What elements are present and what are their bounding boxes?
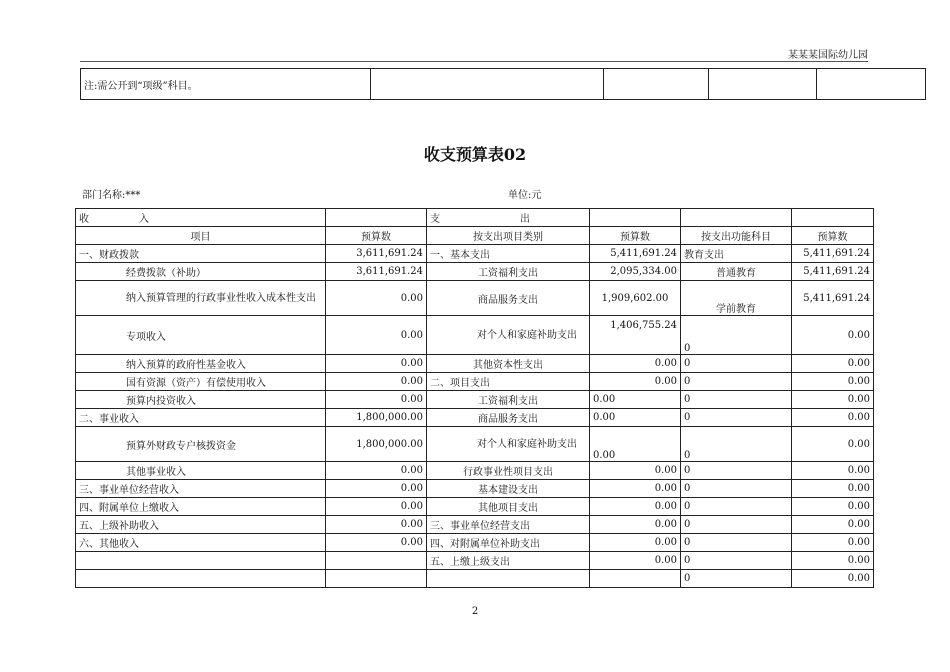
- income-amount: 0.00: [326, 498, 427, 516]
- table-header-row: [76, 209, 874, 227]
- income-amount: 0.00: [326, 462, 427, 480]
- function-amount: 0.00: [792, 373, 874, 391]
- table-row: [76, 516, 874, 534]
- income-amount: [326, 570, 427, 588]
- table-row: [76, 316, 874, 355]
- table-header-row: [76, 227, 874, 245]
- function-item: 0: [681, 409, 792, 427]
- expense-amount: 0.00: [590, 480, 681, 498]
- expense-category: 工资福利支出: [427, 263, 590, 281]
- function-item: 0: [681, 373, 792, 391]
- income-item: 预算外财政专户核拨资金: [76, 427, 326, 462]
- expense-amount: 1,909,602.00: [590, 281, 681, 316]
- function-amount: 0.00: [792, 480, 874, 498]
- income-amount: 0.00: [326, 534, 427, 552]
- expense-category: 商品服务支出: [427, 409, 590, 427]
- expense-category: [427, 570, 590, 588]
- expense-category: 四、对附属单位补助支出: [427, 534, 590, 552]
- col-header-budget: 预算数: [590, 227, 681, 245]
- income-amount: 0.00: [326, 391, 427, 409]
- table-row: [76, 355, 874, 373]
- income-item: 三、事业单位经营收入: [76, 480, 326, 498]
- function-amount: 0.00: [792, 462, 874, 480]
- income-item: 其他事业收入: [76, 462, 326, 480]
- table-row: [76, 534, 874, 552]
- note-text: 注:需公开到“项级”科目。: [81, 69, 371, 100]
- income-amount: 0.00: [326, 516, 427, 534]
- table-row: [76, 245, 874, 263]
- income-item: 一、财政拨款: [76, 245, 326, 263]
- expense-category: 其他项目支出: [427, 498, 590, 516]
- expense-amount: 0.00: [590, 427, 681, 462]
- income-item: 预算内投资收入: [76, 391, 326, 409]
- income-amount: 0.00: [326, 373, 427, 391]
- income-amount: 0.00: [326, 316, 427, 355]
- note-cell: [604, 69, 709, 100]
- function-amount: 0.00: [792, 409, 874, 427]
- expense-amount: 2,095,334.00: [590, 263, 681, 281]
- function-item: 0: [681, 427, 792, 462]
- function-amount: 0.00: [792, 427, 874, 462]
- income-item: 国有资源（资产）有偿使用收入: [76, 373, 326, 391]
- table-row: [76, 462, 874, 480]
- header-cell: [681, 209, 792, 227]
- function-item: 0: [681, 570, 792, 588]
- function-amount: 0.00: [792, 570, 874, 588]
- expense-category: 对个人和家庭补助支出: [427, 316, 590, 355]
- function-item: 普通教育: [681, 263, 792, 281]
- header-cell: [326, 209, 427, 227]
- unit-label: 单位:元: [508, 190, 542, 201]
- table-row: [76, 409, 874, 427]
- function-amount: 0.00: [792, 534, 874, 552]
- function-amount: 5,411,691.24: [792, 263, 874, 281]
- income-amount: 1,800,000.00: [326, 409, 427, 427]
- function-amount: 0.00: [792, 355, 874, 373]
- function-item: 0: [681, 391, 792, 409]
- table-row: [76, 391, 874, 409]
- note-table: [80, 68, 926, 100]
- income-amount: 0.00: [326, 480, 427, 498]
- table-row: [76, 480, 874, 498]
- function-item: 学前教育: [681, 281, 792, 316]
- income-item: [76, 552, 326, 570]
- expense-category: 二、项目支出: [427, 373, 590, 391]
- expense-amount: 0.00: [590, 373, 681, 391]
- expense-amount: 0.00: [590, 534, 681, 552]
- income-item: 六、其他收入: [76, 534, 326, 552]
- note-cell: [817, 69, 926, 100]
- expense-category: 工资福利支出: [427, 391, 590, 409]
- header-org-name: 某某某国际幼儿园: [788, 50, 868, 61]
- expense-amount: 1,406,755.24: [590, 316, 681, 355]
- function-amount: 0.00: [792, 391, 874, 409]
- income-item: 二、事业收入: [76, 409, 326, 427]
- function-amount: 0.00: [792, 316, 874, 355]
- expense-amount: [590, 570, 681, 588]
- expense-category: 基本建设支出: [427, 480, 590, 498]
- function-item: 0: [681, 534, 792, 552]
- function-amount: 5,411,691.24: [792, 281, 874, 316]
- expense-amount: 0.00: [590, 516, 681, 534]
- function-item: 0: [681, 498, 792, 516]
- function-amount: 0.00: [792, 516, 874, 534]
- income-item: [76, 570, 326, 588]
- income-item: 纳入预算管理的行政事业性收入成本性支出: [76, 281, 326, 316]
- function-item: 教育支出: [681, 245, 792, 263]
- note-cell: [709, 69, 817, 100]
- income-amount: 0.00: [326, 281, 427, 316]
- income-item: 四、附属单位上缴收入: [76, 498, 326, 516]
- department-label: 部门名称:***: [82, 190, 141, 201]
- col-header-item: 项目: [76, 227, 326, 245]
- table-row: [76, 281, 874, 316]
- function-item: 0: [681, 480, 792, 498]
- note-cell: [371, 69, 604, 100]
- expense-category: 一、基本支出: [427, 245, 590, 263]
- function-item: 0: [681, 462, 792, 480]
- col-header-econ: 按支出项目类别: [427, 227, 590, 245]
- expense-category: 商品服务支出: [427, 281, 590, 316]
- income-item: 专项收入: [76, 316, 326, 355]
- expense-category: 其他资本性支出: [427, 355, 590, 373]
- table-row: [76, 570, 874, 588]
- table-row: [76, 427, 874, 462]
- header-cell: [792, 209, 874, 227]
- function-item: 0: [681, 355, 792, 373]
- table-row: [76, 552, 874, 570]
- expense-category: 三、事业单位经营支出: [427, 516, 590, 534]
- page-number: 2: [471, 606, 479, 617]
- expense-header: 支 出: [427, 209, 590, 227]
- expense-amount: 0.00: [590, 391, 681, 409]
- expense-category: 对个人和家庭补助支出: [427, 427, 590, 462]
- budget-table: [75, 208, 874, 588]
- col-header-budget: 预算数: [326, 227, 427, 245]
- expense-amount: 0.00: [590, 409, 681, 427]
- income-header: 收 入: [76, 209, 326, 227]
- function-amount: 0.00: [792, 498, 874, 516]
- income-item: 纳入预算的政府性基金收入: [76, 355, 326, 373]
- header-cell: [590, 209, 681, 227]
- table-row: [76, 373, 874, 391]
- table-row: [76, 498, 874, 516]
- col-header-budget: 预算数: [792, 227, 874, 245]
- income-amount: 0.00: [326, 355, 427, 373]
- table-row: [76, 263, 874, 281]
- function-amount: 0.00: [792, 552, 874, 570]
- expense-amount: 0.00: [590, 552, 681, 570]
- income-item: 经费拨款（补助）: [76, 263, 326, 281]
- expense-amount: 0.00: [590, 462, 681, 480]
- expense-amount: 0.00: [590, 355, 681, 373]
- income-amount: 3,611,691.24: [326, 263, 427, 281]
- page-title: 收支预算表02: [423, 145, 527, 164]
- function-item: 0: [681, 316, 792, 355]
- expense-category: 行政事业性项目支出: [427, 462, 590, 480]
- income-amount: 1,800,000.00: [326, 427, 427, 462]
- income-amount: 3,611,691.24: [326, 245, 427, 263]
- expense-category: 五、上缴上级支出: [427, 552, 590, 570]
- income-amount: [326, 552, 427, 570]
- header-divider: [80, 61, 868, 62]
- income-item: 五、上级补助收入: [76, 516, 326, 534]
- function-item: 0: [681, 516, 792, 534]
- function-amount: 5,411,691.24: [792, 245, 874, 263]
- function-item: 0: [681, 552, 792, 570]
- expense-amount: 5,411,691.24: [590, 245, 681, 263]
- col-header-func: 按支出功能科目: [681, 227, 792, 245]
- expense-amount: 0.00: [590, 498, 681, 516]
